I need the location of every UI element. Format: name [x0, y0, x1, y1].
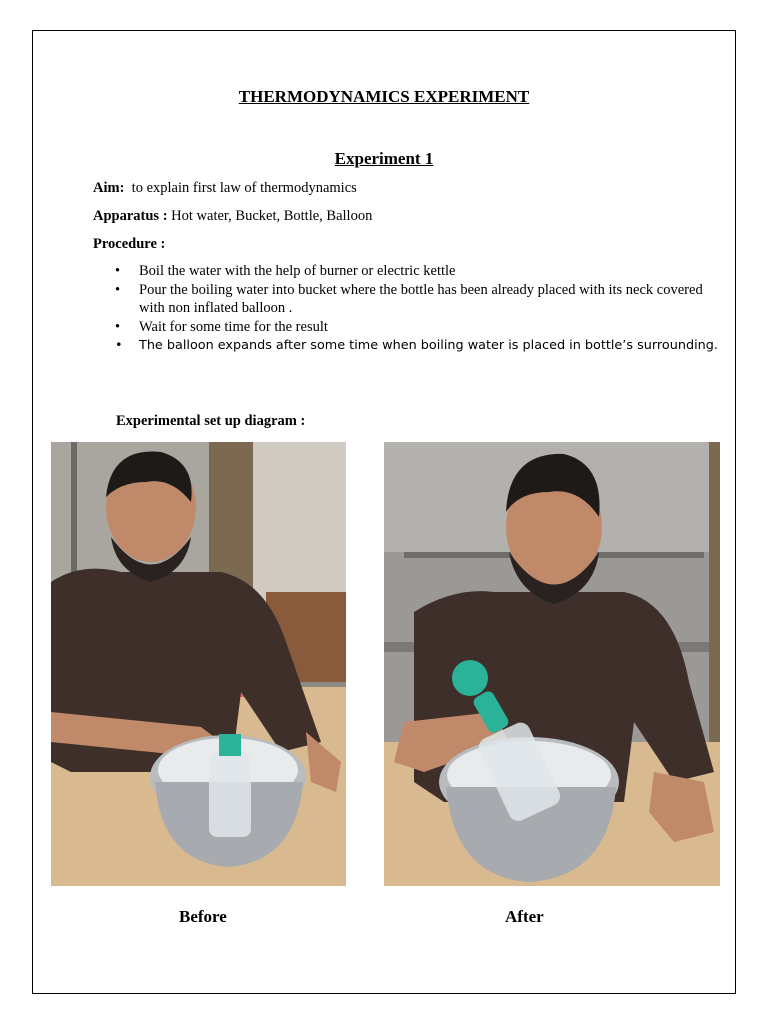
apparatus-line [93, 208, 372, 225]
document-title: THERMODYNAMICS EXPERIMENT [238, 87, 530, 106]
apparatus-label: Apparatus : [93, 208, 168, 224]
aim-text: to explain first law of thermodynamics [131, 180, 357, 196]
before-photo [51, 442, 346, 886]
after-caption: After [505, 907, 544, 926]
procedure-list [93, 262, 719, 356]
before-caption: Before [179, 907, 227, 926]
diagram-label: Experimental set up diagram : [116, 413, 306, 429]
aim-line [93, 180, 357, 197]
after-photo [384, 442, 720, 886]
procedure-step: • Wait for some time for the result [139, 318, 719, 336]
experiment-heading: Experiment 1 [334, 149, 434, 168]
procedure-step: • Boil the water with the help of burner or electric kettle [139, 262, 719, 280]
procedure-label: Procedure : [93, 236, 166, 252]
apparatus-text: Hot water, Bucket, Bottle, Balloon [171, 208, 373, 224]
procedure-line [93, 236, 165, 253]
procedure-step: • The balloon expands after some time when boiling water is placed in bottle’s surrounding. [139, 337, 719, 355]
procedure-step: • Pour the boiling water into bucket where the bottle has been already placed with its neck covered with non inflated balloon . [139, 281, 719, 317]
aim-label: Aim: [93, 180, 125, 196]
